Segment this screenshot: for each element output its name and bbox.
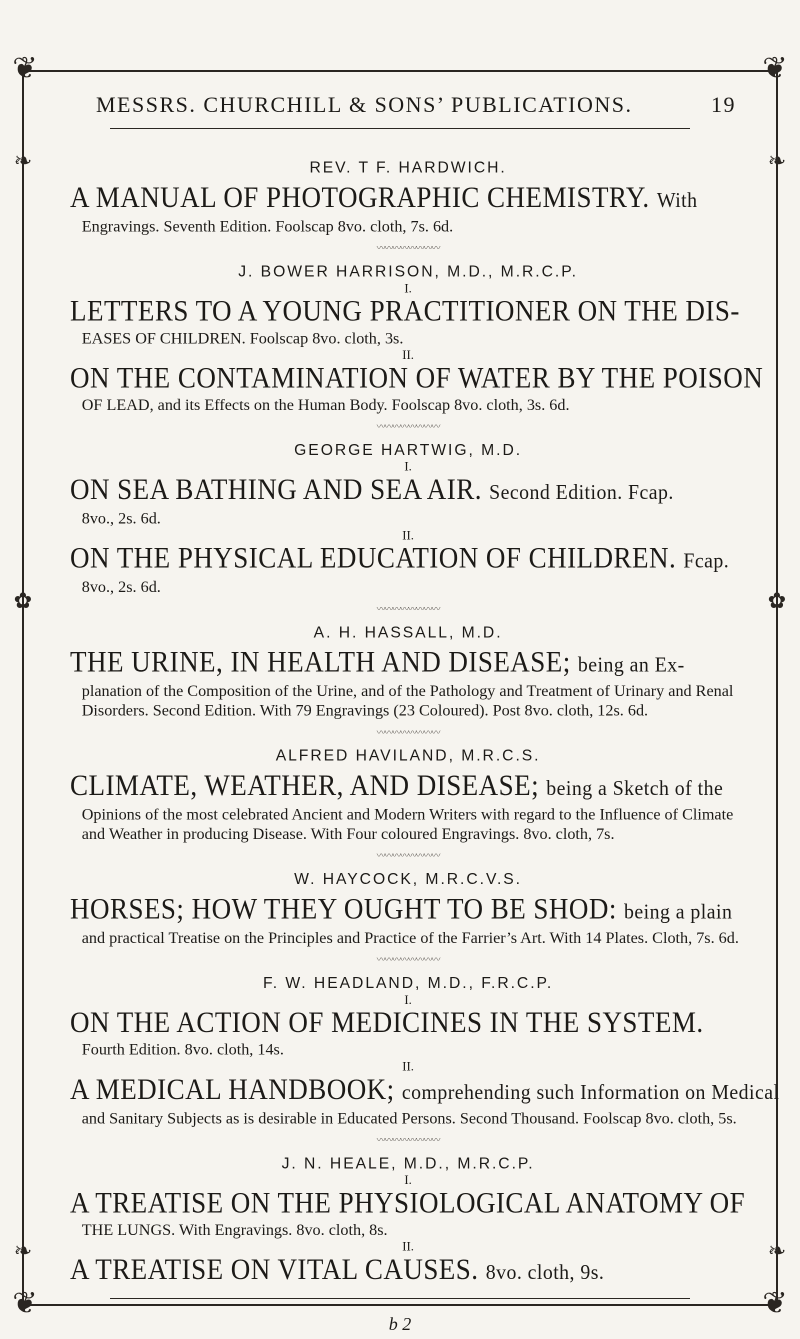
book-title-main: A MANUAL OF PHOTOGRAPHIC CHEMISTRY. xyxy=(70,181,650,214)
author-entry xyxy=(70,975,780,1128)
book-title-continuation: being an Ex- xyxy=(577,651,685,677)
work-numeral: I. xyxy=(404,992,412,1007)
floral-side-icon: ❧ xyxy=(13,149,33,174)
author-entry xyxy=(70,748,746,844)
book-title xyxy=(70,893,733,928)
book-title-main: ON SEA BATHING AND SEA AIR. xyxy=(70,473,482,506)
floral-side-icon: ✿ xyxy=(767,589,787,614)
publication-item xyxy=(70,1173,746,1240)
work-numeral: II. xyxy=(402,347,414,362)
book-title-main: ON THE CONTAMINATION OF WATER BY THE POISON xyxy=(70,361,764,395)
book-description: 8vo., 2s. 6d. xyxy=(81,508,161,528)
wavy-divider: 〰〰〰〰〰〰〰〰 xyxy=(376,955,440,966)
book-title-continuation: 8vo. cloth, 9s. xyxy=(485,1259,605,1285)
work-numeral: I. xyxy=(404,458,412,474)
publication-item xyxy=(70,1058,780,1129)
publication-item xyxy=(70,178,746,237)
author-name: J. BOWER HARRISON, M.D., M.R.C.P. xyxy=(238,263,578,281)
book-title-main: HORSES; HOW THEY OUGHT TO BE SHOD: xyxy=(70,893,617,926)
work-numeral: I. xyxy=(404,1172,412,1188)
header-underline-rule xyxy=(110,128,690,129)
work-numeral: II. xyxy=(402,1058,414,1074)
publication-item xyxy=(70,766,746,844)
publication-item xyxy=(70,1240,746,1289)
author-name: GEORGE HARTWIG, M.D. xyxy=(294,442,523,459)
publication-item xyxy=(70,889,746,948)
author-entry xyxy=(70,871,746,947)
top-border-rule xyxy=(22,70,778,72)
book-title-main: A TREATISE ON THE PHYSIOLOGICAL ANATOMY OF xyxy=(70,1187,746,1220)
book-description: Fourth Edition. 8vo. cloth, 14s. xyxy=(81,1040,284,1059)
floral-side-icon: ✿ xyxy=(13,589,33,614)
book-title-continuation: comprehending such Information on Medical xyxy=(401,1079,780,1104)
book-title xyxy=(70,542,730,577)
signature-mark: b 2 xyxy=(388,1314,412,1334)
book-title xyxy=(70,1187,746,1220)
floral-side-icon: ❧ xyxy=(767,149,787,174)
page-number: 19 xyxy=(711,92,736,117)
book-title-main: LETTERS TO A YOUNG PRACTITIONER ON THE DIS- xyxy=(70,295,740,328)
author-name: W. HAYCOCK, M.R.C.V.S. xyxy=(294,871,523,889)
book-title-continuation: being a Sketch of the xyxy=(546,775,724,800)
book-title-main: A TREATISE ON VITAL CAUSES. xyxy=(70,1253,479,1287)
book-title xyxy=(70,361,764,395)
book-title xyxy=(70,1073,780,1108)
work-numeral: II. xyxy=(402,1238,414,1254)
author-entry xyxy=(70,625,746,721)
publication-item xyxy=(70,528,746,597)
author-name: F. W. HEADLAND, M.D., F.R.C.P. xyxy=(262,975,554,993)
publication-item xyxy=(70,460,746,529)
book-description: THE LUNGS. With Engravings. 8vo. cloth, 8s. xyxy=(81,1220,388,1239)
book-title-continuation: being a plain xyxy=(624,898,733,924)
publication-item xyxy=(70,642,746,720)
floral-corner-icon: ❦ xyxy=(762,51,788,86)
publication-item xyxy=(70,282,746,349)
footer-inner-rule xyxy=(110,1298,690,1299)
author-name: ALFRED HAVILAND, M.R.C.S. xyxy=(275,748,541,765)
book-description: EASES OF CHILDREN. Foolscap 8vo. cloth, 3s. xyxy=(81,328,404,348)
author-entry xyxy=(70,160,746,236)
floral-corner-icon: ❦ xyxy=(12,1286,38,1321)
book-title-continuation: Second Edition. Fcap. xyxy=(489,479,674,504)
floral-side-icon: ❧ xyxy=(767,1239,787,1264)
book-description: Opinions of the most celebrated Ancient and Modern Writers with regard to the Influence of Climate and Weather in producing Disease. With Four coloured Engravings. 8vo. cloth, 7s. xyxy=(81,804,734,844)
author-entry xyxy=(70,263,764,415)
book-description: OF LEAD, and its Effects on the Human Body. Foolscap 8vo. cloth, 3s. 6d. xyxy=(81,395,570,414)
publication-item xyxy=(70,347,764,415)
book-title-main: ON THE ACTION OF MEDICINES IN THE SYSTEM. xyxy=(70,1006,704,1040)
book-title xyxy=(70,474,692,509)
book-title xyxy=(70,769,724,805)
wavy-divider: 〰〰〰〰〰〰〰〰 xyxy=(376,728,440,739)
book-description: and Sanitary Subjects as is desirable in Educated Persons. Second Thousand. Foolscap 8vo. cloth, 5s. xyxy=(81,1108,737,1128)
book-title-main: THE URINE, IN HEALTH AND DISEASE; xyxy=(70,646,571,679)
wavy-divider: 〰〰〰〰〰〰〰〰 xyxy=(376,244,440,255)
wavy-divider: 〰〰〰〰〰〰〰〰 xyxy=(376,1136,440,1146)
book-title xyxy=(70,646,692,681)
book-title-main: ON THE PHYSICAL EDUCATION OF CHILDREN. xyxy=(70,542,677,575)
author-entry xyxy=(70,442,746,597)
book-description: planation of the Composition of the Urine, and of the Pathology and Treatment of Urinary and Renal Disorders. Second Edition. With 79 Engravings (23 Coloured). Post 8vo. cloth, 12s. 6d. xyxy=(81,681,734,720)
book-title-continuation: Fcap. xyxy=(683,548,730,573)
book-title xyxy=(70,1254,692,1289)
publication-item xyxy=(70,993,746,1060)
author-entry xyxy=(70,1156,746,1289)
book-description: Engravings. Seventh Edition. Foolscap 8vo. cloth, 7s. 6d. xyxy=(81,216,454,236)
work-numeral: I. xyxy=(404,280,412,296)
floral-side-icon: ❧ xyxy=(13,1239,33,1264)
bottom-border-rule xyxy=(22,1304,778,1306)
book-description: 8vo., 2s. 6d. xyxy=(81,577,161,597)
running-head-title: MESSRS. CHURCHILL & SONS’ PUBLICATIONS. xyxy=(96,92,633,117)
floral-corner-icon: ❦ xyxy=(12,51,38,86)
left-border-rule xyxy=(22,70,24,1304)
author-name: A. H. HASSALL, M.D. xyxy=(313,624,503,642)
work-numeral: II. xyxy=(402,527,414,543)
wavy-divider: 〰〰〰〰〰〰〰〰 xyxy=(376,604,440,615)
author-name: J. N. HEALE, M.D., M.R.C.P. xyxy=(281,1155,535,1173)
publication-list xyxy=(70,160,780,1289)
right-border-rule xyxy=(776,70,778,1304)
book-title-continuation: With xyxy=(656,187,698,212)
book-description: and practical Treatise on the Principles and Practice of the Farrier’s Art. With 14 Plates. Cloth, 7s. 6d. xyxy=(81,928,739,947)
book-title-main: CLIMATE, WEATHER, AND DISEASE; xyxy=(70,769,540,802)
book-title xyxy=(70,181,698,217)
running-head xyxy=(96,92,760,118)
author-name: REV. T F. HARDWICH. xyxy=(309,160,507,177)
book-title-main: A MEDICAL HANDBOOK; xyxy=(70,1073,395,1106)
floral-corner-icon: ❦ xyxy=(762,1286,788,1321)
wavy-divider: 〰〰〰〰〰〰〰〰 xyxy=(376,422,440,433)
book-title xyxy=(70,295,740,328)
book-title xyxy=(70,1006,704,1040)
wavy-divider: 〰〰〰〰〰〰〰〰 xyxy=(376,851,440,862)
